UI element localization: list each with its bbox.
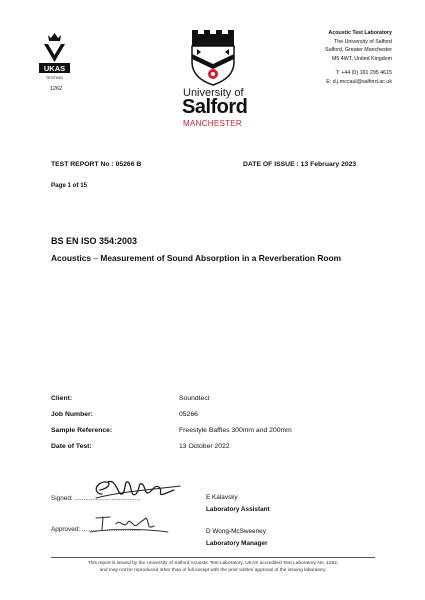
phone: T: +44 (0) 161 295 4615 [335,70,392,77]
ukas-number: 1262 [49,86,63,92]
date-of-test-label: Date of Test: [51,443,92,450]
standard-title: BS EN ISO 354:2003 [51,236,138,246]
sample-reference-label: Sample Reference: [51,427,113,434]
footer-notice [51,560,375,575]
footer-line1: This report is issued by the University of Salford Acoustic Test Laboratory, UKAS accredited Test Laboratory No. 1262, [87,561,339,566]
footer-line2: and may not be reproduced other than in full except with the prior written approval of the issuing laboratory. [99,568,327,574]
job-number-value: 05266 [179,411,198,418]
approved-role: Laboratory Manager [206,540,268,547]
university-name-line2: Salford [182,96,248,118]
client-value: Soundtect [179,395,210,402]
signed-role: Laboratory Assistant [206,506,270,513]
issue-date: DATE OF ISSUE : 13 February 2023 [243,161,357,168]
title-dash: – [93,253,99,263]
address-line2: Salford, Greater Manchester [325,47,392,54]
date-of-test-value: 13 October 2022 [179,443,230,450]
report-number: TEST REPORT No : 05266 B [51,161,142,168]
footer-divider [51,557,375,558]
title-part2: Measurement of Sound Absorption in a Reverberation Room [98,253,342,263]
approved-name: D Wong-McSweeney [206,528,266,535]
ukas-subtext: TESTING [45,75,64,80]
client-label: Client: [51,395,73,402]
job-number-label: Job Number: [51,411,93,418]
university-name-line1: University of [183,87,244,99]
university-crest-icon [186,28,240,86]
signed-name: E Kalavsky [206,494,238,501]
approved-label: Approved: ................................. [51,526,141,533]
university-name-line3: MANCHESTER [183,119,243,128]
address-block [325,29,392,87]
ukas-letters: UKAS [43,64,66,73]
sample-reference-value: Freestyle Baffles 300mm and 200mm [179,427,292,434]
title-part1: Acoustics [51,253,94,263]
signed-label: Signed: ..................................... [51,495,141,502]
email: E: d.j.mccaul@salford.ac.uk [326,78,392,85]
lab-name: Acoustic Test Laboratory [328,30,392,36]
address-line1: The University of Salford [334,38,392,45]
report-title [51,253,341,263]
page-indicator: Page 1 of 15 [51,182,88,189]
ukas-logo [39,31,70,81]
address-line3: M5 4WT, United Kingdom [331,55,392,62]
